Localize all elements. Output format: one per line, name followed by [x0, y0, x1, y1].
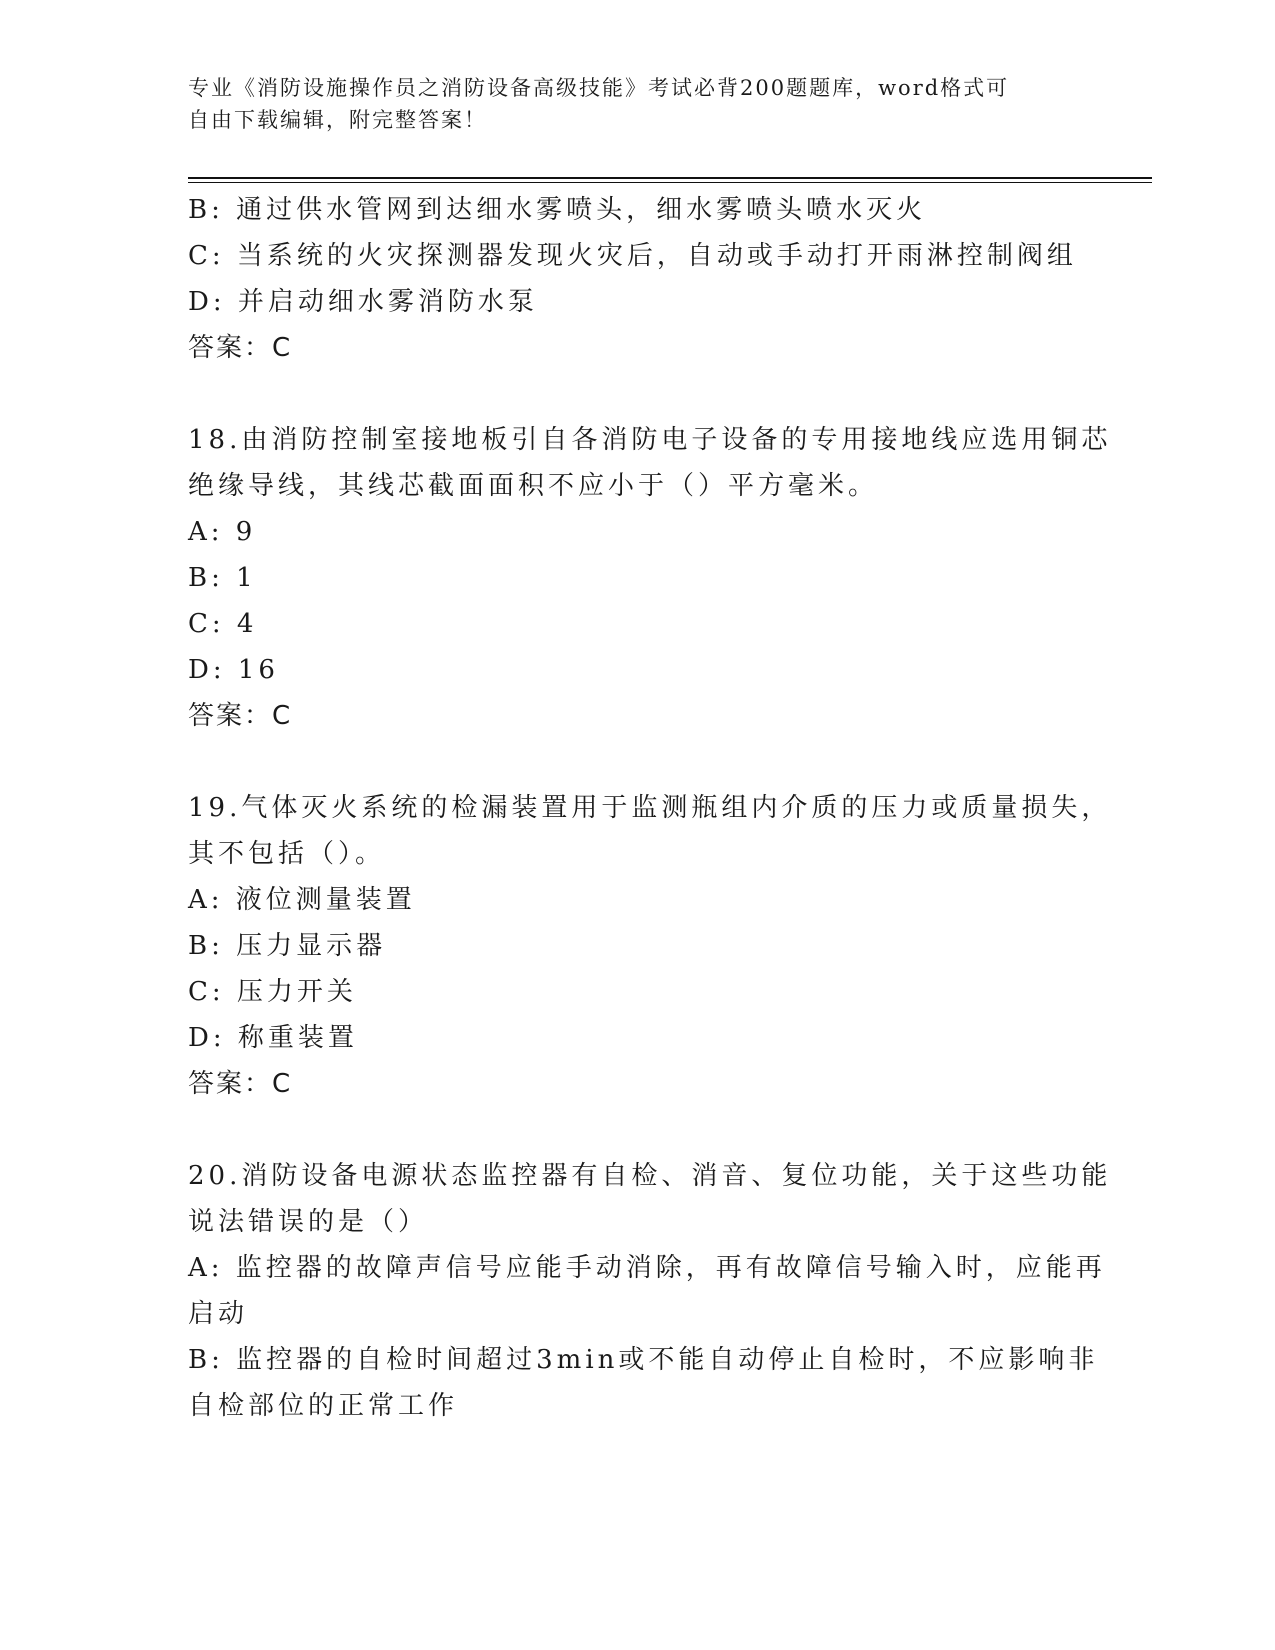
answer-line: 答案：C	[188, 333, 293, 363]
option-c: C: 当系统的火灾探测器发现火灾后，自动或手动打开雨淋控制阀组	[188, 241, 1077, 271]
option-a-continued: 启动	[188, 1299, 249, 1329]
option-b: B: 监控器的自检时间超过3min或不能自动停止自检时，不应影响非	[188, 1345, 1099, 1375]
header-rule-thin	[188, 182, 1152, 183]
question-17-continued	[188, 187, 1078, 371]
answer-line: 答案：C	[188, 1069, 293, 1099]
option-a: A: 9	[188, 517, 257, 547]
header-line-2: 自由下载编辑，附完整答案！	[188, 108, 487, 132]
option-d: D: 16	[188, 655, 279, 685]
answer-line: 答案：C	[188, 701, 293, 731]
question-20	[188, 1153, 1112, 1429]
question-stem: 18.由消防控制室接地板引自各消防电子设备的专用接地线应选用铜芯	[188, 425, 1112, 455]
spacer	[188, 739, 1078, 785]
option-b: B: 压力显示器	[188, 931, 387, 961]
document-header	[188, 72, 1078, 136]
option-c: C: 压力开关	[188, 977, 357, 1007]
option-b: B: 1	[188, 563, 257, 593]
question-19	[188, 785, 1112, 1107]
header-rule-thick	[188, 177, 1152, 179]
header-line-1: 专业《消防设施操作员之消防设备高级技能》考试必背200题题库，word格式可	[188, 76, 1010, 100]
question-stem: 20.消防设备电源状态监控器有自检、消音、复位功能，关于这些功能	[188, 1161, 1112, 1191]
option-c: C: 4	[188, 609, 258, 639]
option-b-continued: 自检部位的正常工作	[188, 1391, 459, 1421]
question-stem-continued: 说法错误的是（）	[188, 1207, 429, 1237]
question-stem-continued: 绝缘导线，其线芯截面面积不应小于（）平方毫米。	[188, 471, 879, 501]
option-d: D: 称重装置	[188, 1023, 358, 1053]
spacer	[188, 1107, 1078, 1153]
question-stem: 19.气体灭火系统的检漏装置用于监测瓶组内介质的压力或质量损失，	[188, 793, 1112, 823]
spacer	[188, 371, 1078, 417]
option-d: D: 并启动细水雾消防水泵	[188, 287, 538, 317]
question-18	[188, 417, 1112, 739]
question-stem-continued: 其不包括（）。	[188, 839, 386, 869]
question-body	[188, 187, 1112, 1429]
option-b: B: 通过供水管网到达细水雾喷头，细水雾喷头喷水灭火	[188, 195, 927, 225]
option-a: A: 液位测量装置	[188, 885, 416, 915]
option-a: A: 监控器的故障声信号应能手动消除，再有故障信号输入时，应能再	[188, 1253, 1106, 1283]
